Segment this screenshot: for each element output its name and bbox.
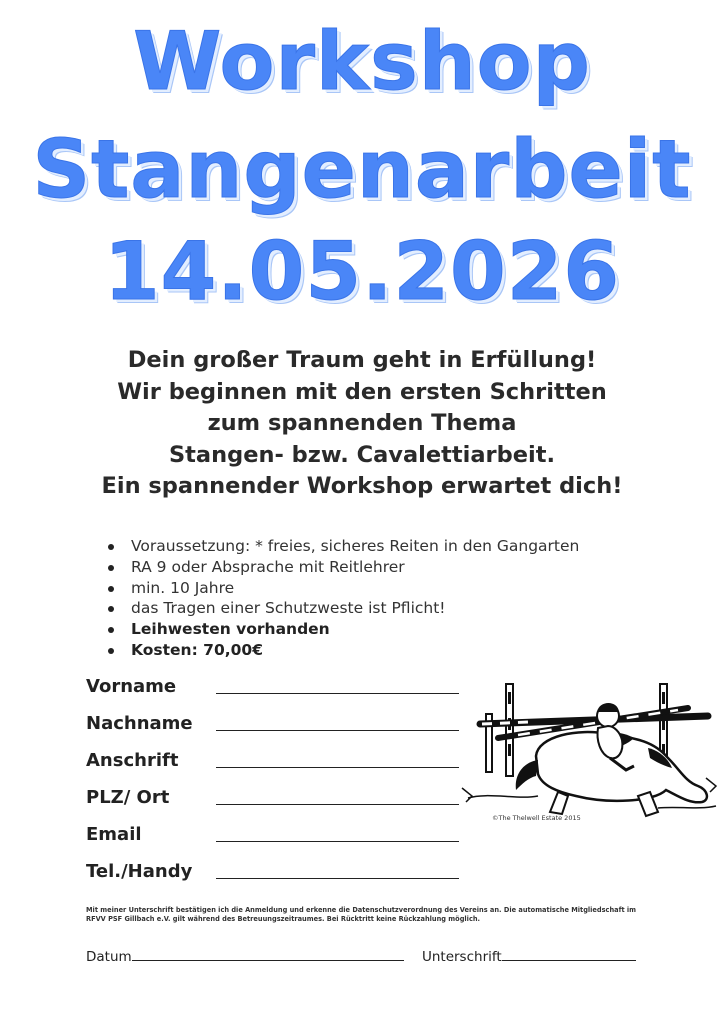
telefon-field[interactable] xyxy=(216,878,459,879)
intro-line-1: Dein großer Traum geht in Erfüllung! xyxy=(127,347,597,373)
email-field[interactable] xyxy=(216,841,459,842)
field-label-telefon: Tel./Handy xyxy=(86,861,193,882)
nachname-field[interactable] xyxy=(216,730,459,731)
list-item-cost: Kosten: 70,00€ xyxy=(108,640,579,661)
datum-label: Datum xyxy=(86,949,132,965)
signature-row xyxy=(86,948,636,965)
datum-field[interactable] xyxy=(132,948,404,961)
field-label-plz-ort: PLZ/ Ort xyxy=(86,787,170,808)
terms-fineprint: Mit meiner Unterschrift bestätigen ich die Anmeldung und erkenne die Datenschutzverordnung des Vereins an. Die automatische Mitgliedschaft im RFVV PSF Gillbach e.V. gilt während des Betreuungszeitraumes. Bei Rücktritt keine Rückzahlung möglich. xyxy=(86,906,637,923)
intro-line-4: Stangen- bzw. Cavalettiarbeit. xyxy=(168,441,556,468)
list-item-vest: das Tragen einer Schutzweste ist Pflicht! xyxy=(108,598,579,619)
plz-ort-field[interactable] xyxy=(216,804,459,805)
vorname-field[interactable] xyxy=(216,693,459,694)
title-stangenarbeit: Stangenarbeit xyxy=(32,123,692,216)
intro-line-5: Ein spannender Workshop erwartet dich! xyxy=(101,473,623,499)
intro-text xyxy=(0,345,724,503)
requirements-list xyxy=(108,536,579,661)
list-item-requirement: Voraussetzung: * freies, sicheres Reiten in den Gangarten xyxy=(108,536,579,557)
unterschrift-label: Unterschrift xyxy=(421,949,502,965)
title-date: 14.05.2026 xyxy=(103,225,621,318)
intro-line-2: Wir beginnen mit den ersten Schritten xyxy=(117,378,607,405)
list-item-rental-vests: Leihwesten vorhanden xyxy=(108,619,579,640)
pony-jumping-icon xyxy=(458,678,720,826)
intro-line-3: zum spannenden Thema xyxy=(207,410,517,436)
anschrift-field[interactable] xyxy=(216,767,459,768)
field-label-vorname: Vorname xyxy=(86,676,177,697)
field-label-nachname: Nachname xyxy=(86,713,193,734)
list-item-age: min. 10 Jahre xyxy=(108,578,579,599)
field-label-email: Email xyxy=(86,824,142,845)
field-label-anschrift: Anschrift xyxy=(86,750,179,771)
illustration-copyright: ©The Thelwell Estate 2015 xyxy=(492,814,581,822)
list-item-level: RA 9 oder Absprache mit Reitlehrer xyxy=(108,557,579,578)
unterschrift-field[interactable] xyxy=(502,948,636,961)
title-workshop: Workshop xyxy=(133,15,591,108)
